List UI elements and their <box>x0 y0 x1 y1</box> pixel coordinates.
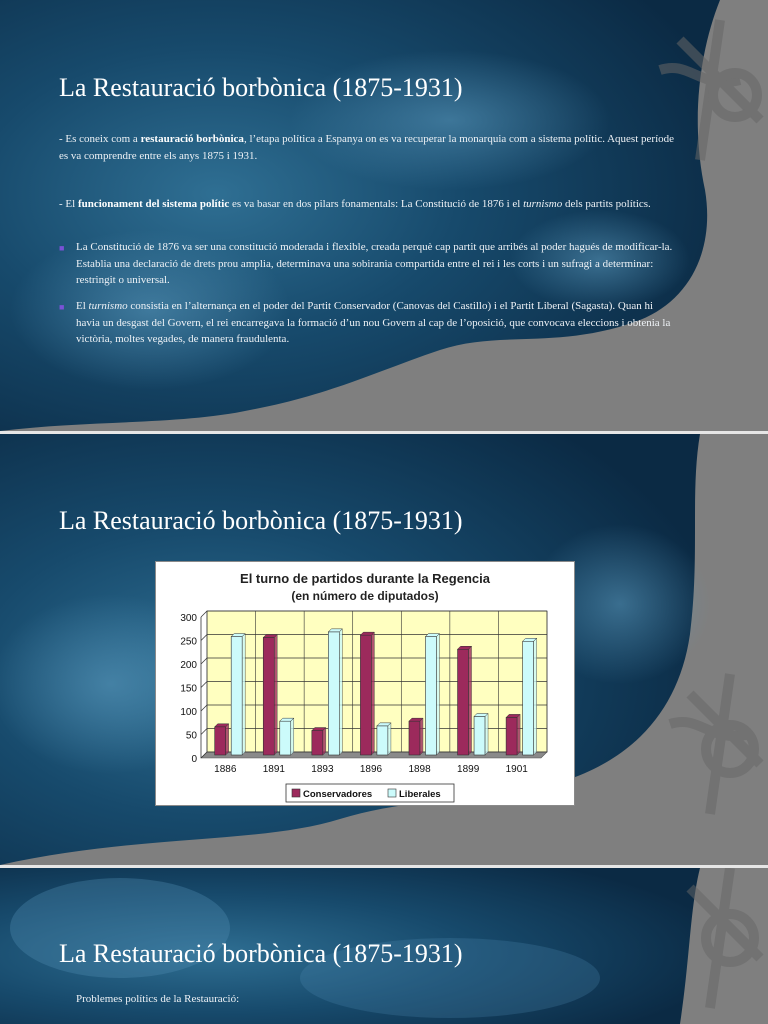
bar-side-face <box>469 646 472 755</box>
bar-side-face <box>534 638 537 755</box>
legend-swatch-liberales <box>388 789 396 797</box>
bar-side-face <box>388 723 391 755</box>
gridline-depth <box>201 658 207 664</box>
bar-side-face <box>517 714 520 755</box>
bar-side-face <box>339 629 342 755</box>
y-tick-label: 300 <box>180 613 197 624</box>
bar-side-face <box>226 724 229 755</box>
bullet-text <box>76 241 672 286</box>
slide-2-title: La Restauració borbònica (1875-1931) <box>59 506 463 535</box>
legend-label-conservadores: Conservadores <box>303 789 373 800</box>
bar-conservadores <box>409 721 420 755</box>
y-tick-label: 250 <box>180 636 197 648</box>
bar-liberales <box>280 721 291 755</box>
bar-conservadores <box>506 717 517 755</box>
bar-conservadores <box>312 731 323 755</box>
bullet-text <box>76 300 670 345</box>
y-tick-label: 100 <box>180 707 197 718</box>
bullet-constitution <box>59 239 674 289</box>
y-tick-label: 200 <box>180 660 197 671</box>
bar-conservadores <box>215 727 226 755</box>
bar-conservadores <box>263 638 274 756</box>
bar-liberales <box>425 637 436 755</box>
text-run: es va basar en dos pilars fonamentals: La Constitució de 1876 i el <box>229 198 524 210</box>
chart-floor <box>201 752 547 758</box>
slide-3-text: Problemes polítics de la Restauració: <box>76 993 240 1005</box>
text-run: turnismo <box>88 300 128 312</box>
text-run: consistia en l’alternança en el poder del Partit Conservador (Canovas del Castillo) i el Partit Liberal (Sagasta). Quan hi havia un desgast del Govern, el rei encarregava la formació d’un nou Govern al cap de l’oposició, que convocava eleccions i obtenia la victòria, moltes vegades, de manera fraudulenta. <box>76 300 671 345</box>
text-run: turnismo <box>523 198 563 210</box>
text-run: , l’etapa política a Espanya on es va recuperar la monarquia com a sistema polític. Aquest període es va comprendre entre els anys 1875 i 1931. <box>59 133 675 162</box>
text-run: restauració borbònica <box>140 133 244 145</box>
bar-liberales <box>474 716 485 755</box>
bar-side-face <box>274 635 277 756</box>
text-run: El <box>76 300 89 312</box>
gridline-depth <box>201 635 207 641</box>
x-tick-label: 1899 <box>457 764 480 775</box>
bar-liberales <box>231 637 242 755</box>
bar-side-face <box>485 713 488 755</box>
legend-label-liberales: Liberales <box>399 789 441 800</box>
chart-subtitle: (en número de diputados) <box>291 589 439 603</box>
x-tick-label: 1886 <box>214 764 237 775</box>
bar-side-face <box>371 632 374 755</box>
x-tick-label: 1898 <box>408 764 431 775</box>
text-run: - El <box>59 198 78 210</box>
watercolor-background <box>0 0 768 431</box>
gridline-depth <box>201 611 207 617</box>
x-tick-label: 1891 <box>262 764 285 775</box>
chart-panel <box>155 561 575 806</box>
bar-side-face <box>420 718 423 755</box>
bar-liberales <box>328 632 339 755</box>
bar-liberales <box>377 726 388 755</box>
bar-side-face <box>323 728 326 755</box>
bullet-icon: ■ <box>59 302 65 312</box>
bar-chart <box>156 562 574 805</box>
gridline-depth <box>201 729 207 735</box>
x-tick-label: 1901 <box>505 764 528 775</box>
bullet-turnismo <box>59 298 674 348</box>
x-tick-label: 1893 <box>311 764 334 775</box>
y-tick-label: 0 <box>191 754 197 765</box>
bar-conservadores <box>458 649 469 755</box>
gridline-depth <box>201 682 207 688</box>
bullet-icon: ■ <box>59 243 65 253</box>
slide-1 <box>0 0 768 431</box>
text-run: funcionament del sistema polític <box>77 198 230 210</box>
bar-liberales <box>523 641 534 755</box>
bar-conservadores <box>360 635 371 755</box>
gridline-depth <box>201 705 207 711</box>
text-run: La Constitució de 1876 va ser una constitució moderada i flexible, creada perquè cap partit que arribés al poder hagués de modificar-la. Establia una declaració de drets prou amplia, determinava una sobirania compartida entre el rei i les corts i un sufragi a determinar: restringit o universal. <box>76 241 673 286</box>
text-run: - Es coneix com a <box>59 133 141 145</box>
x-tick-label: 1896 <box>359 764 383 775</box>
bar-side-face <box>291 718 294 755</box>
bar-side-face <box>242 634 245 755</box>
legend-swatch-conservadores <box>292 789 300 797</box>
intro-paragraph <box>59 131 674 164</box>
slide-1-title: La Restauració borbònica (1875-1931) <box>59 73 463 102</box>
slide-3 <box>0 868 768 1024</box>
bar-side-face <box>436 634 439 755</box>
text-run: dels partits polítics. <box>562 198 651 210</box>
y-tick-label: 150 <box>180 683 197 695</box>
system-paragraph <box>59 196 674 213</box>
slide-3-title: La Restauració borbònica (1875-1931) <box>59 939 463 968</box>
y-tick-label: 50 <box>185 730 197 742</box>
chart-title: El turno de partidos durante la Regencia <box>240 571 490 586</box>
